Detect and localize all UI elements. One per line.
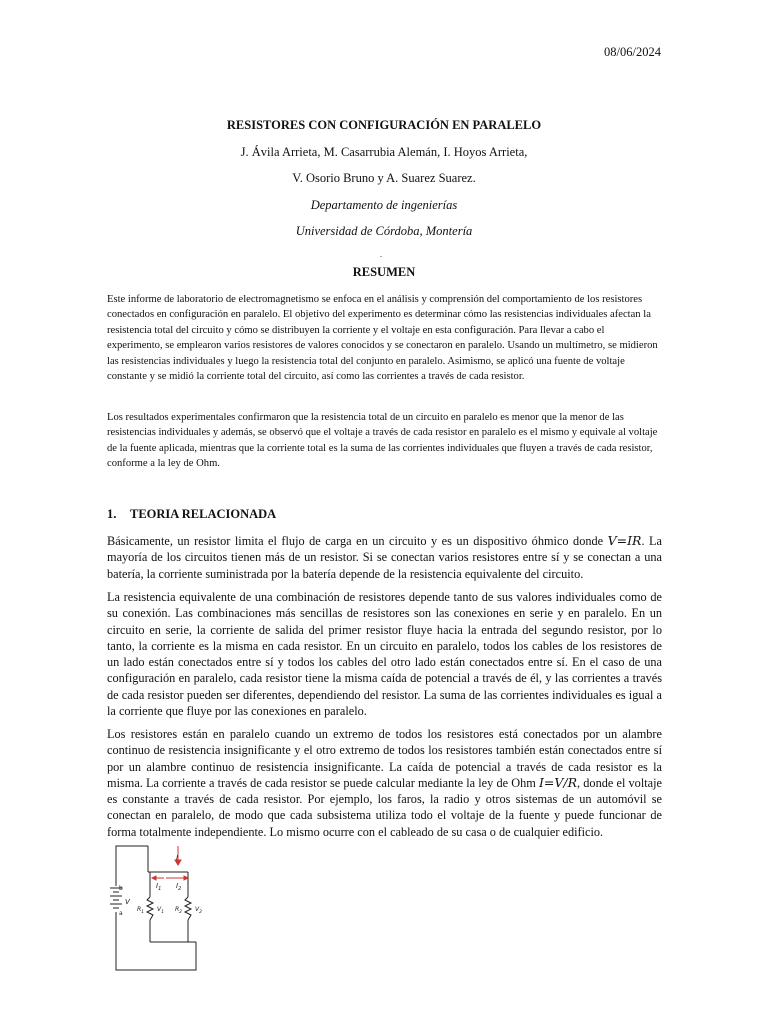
document-date: 08/06/2024 [604, 45, 661, 59]
separator-dot: . [380, 250, 382, 259]
resistor-r2-label: $R_2$ [175, 906, 183, 915]
abstract-paragraph-2: Los resultados experimentales confirmaron que la resistencia total de un circuito en paralelo es menor que la menor de las resistencias individuales y además, se observó que el voltaje a través de cada resistor en paralelo es el mismo y equivale al voltaje de la fuente aplicada, mientras que la corriente total es la suma de las corrientes individuales que fluyen a través de cada resistor, conforme a la ley de Ohm. [107, 412, 658, 470]
theory-paragraph-2: La resistencia equivalente de una combinación de resistores depende tanto de sus valores individuales como de su conexión. Las combinaciones más sencillas de resistores son las conexiones en serie y en paralelo. En un circuito en serie, la corriente de salida del primer resistor fluye hacia la entrada del segundo resistor, por lo tanto, la corriente es la misma en cada resistor. En un circuito en paralelo, todos los cables de los resistores de un lado están conectados entre sí y todos los cables del otro lado están conectados entre sí. En el caso de una configuración en paralelo, cada resistor tiene la misma caída de potencial a través de él, y las corrientes a través de cada resistor pueden ser diferentes, dependiendo del resistor. La suma de las corrientes individuales es igual a la corriente que fluye por las conexiones en paralelo. [107, 590, 662, 719]
authors-line-2: V. Osorio Bruno y A. Suarez Suarez. [292, 171, 476, 185]
abstract-paragraph-1: Este informe de laboratorio de electromagnetismo se enfoca en el análisis y comprensión del comportamiento de los resistores conectados en configuración en paralelo. El objetivo del experimento es determinar cómo las resistencias individuales afectan la resistencia total del circuito y cómo se distribuyen la corriente y el voltaje en esta configuración. Para llevar a cabo el experimento, se emplearon varios resistores de valores conocidos y se conectaron en paralelo. Usando un multímetro, se midieron las resistencias individuales y luego la resistencia total del conjunto en paralelo. Asimismo, se aplicó una fuente de voltaje constante y se midió la corriente total del circuito, así como las corrientes a través de cada resistor. [107, 294, 658, 383]
resistor-r1-icon [147, 897, 153, 920]
theory-p3-text: Los resistores están en paralelo cuando un extremo de todos los resistores está conectados por un alambre continuo de resistencia insignificante y el otro extremo de todos los resistores también están conectados entre sí por un alambre continuo de resistencia insignificante. La caída de potencial a través de cada resistor es la misma. La corriente a través de cada resistor se puede calcular mediante la ley de Ohm [107, 727, 662, 790]
theory-p3-rest: , donde el voltaje es constante a través de cada resistor. Por ejemplo, los faros, la radio y otros sistemas de un automóvil se conectan en paralelo, de modo que cada subsistema utiliza todo el voltaje de la fuente y puede funcionar de forma totalmente independiente. Lo mismo ocurre con el cableado de su casa o de cualquier edificio. [107, 775, 663, 839]
parallel-circuit-diagram [104, 842, 214, 976]
affiliation-university: Universidad de Córdoba, Montería [295, 224, 473, 238]
resistor-r2-icon [185, 897, 191, 920]
authors-line-1: J. Ávila Arrieta, M. Casarrubia Alemán, I. Hoyos Arrieta, [240, 145, 528, 159]
affiliation-department: Departamento de ingenierías [310, 198, 458, 212]
voltage-v1-label: $V_1$ [157, 906, 164, 915]
theory-p1-rest: . La mayoría de los circuitos tienen más de un resistor. Si se conectan varios resistores entre sí y se conectan a una batería, la corriente suministrada por la batería depende de la resistencia equivalente del circuito. [107, 534, 663, 581]
resistor-r1-label: $R_1$ [137, 906, 145, 915]
abstract-heading: RESUMEN [352, 265, 416, 279]
circuit-wires [116, 846, 196, 970]
source-voltage-label: V [125, 898, 130, 906]
current-label: I [176, 854, 179, 862]
theory-paragraph-3 [107, 726, 662, 840]
current-formula: I=V/R [538, 774, 578, 790]
theory-paragraph-1 [107, 533, 662, 582]
voltage-v2-label: $V_2$ [195, 906, 202, 915]
document-title: RESISTORES CON CONFIGURACIÓN EN PARALELO [226, 118, 542, 132]
section-1-title: TEORIA RELACIONADA [130, 507, 277, 521]
ohm-law-formula: V=IR [607, 533, 642, 548]
node-a-label: a [119, 910, 123, 917]
section-1-heading [107, 507, 276, 522]
theory-p1-text: Básicamente, un resistor limita el flujo de carga en un circuito y es un dispositivo óhmico donde [107, 534, 604, 548]
current-i1-label: $I_1$ [156, 882, 162, 892]
current-i2-label: $I_2$ [176, 882, 182, 892]
section-1-number: 1. [107, 507, 117, 521]
node-b-label: b [119, 885, 123, 892]
current-arrows [152, 846, 188, 880]
